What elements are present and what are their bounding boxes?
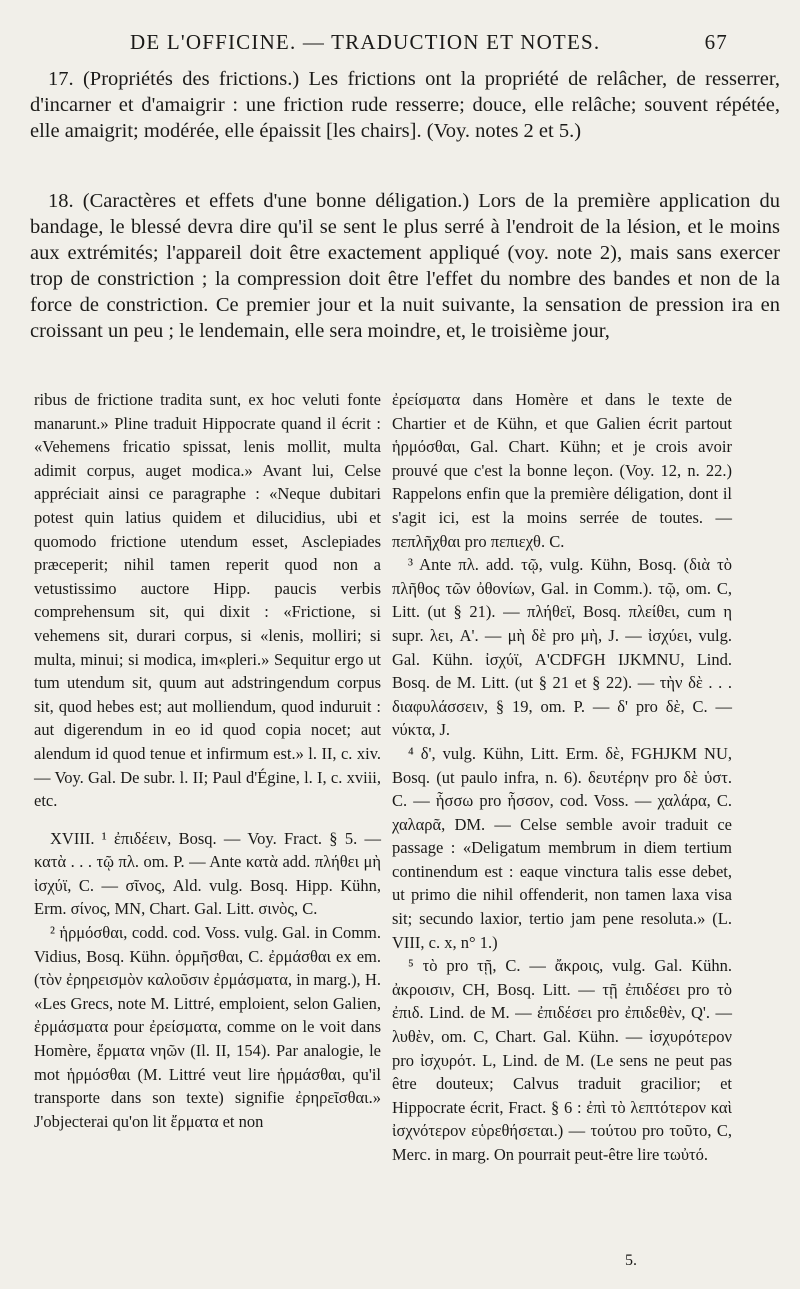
- note-5: ⁵ τὸ pro τῇ, C. — ἄκροις, vulg. Gal. Kühn. ἀκροισιν, CH, Bosq. Litt. — τῇ ἐπιδέσει pro τὸ ἐπιδ. Lind. de M. — ἐπιδέσει pro ἐπιδεθὲν, Q'. — λυθὲν, om. C, Chart. Gal. Kühn. — ἰσχυρότερον pro ἰσχυρότ. L, Lind. de M. (Le sens ne peut pas être douteux; Calvus traduit gracilior; et Hippocrate écrit, Fract. § 6 : ἐπὶ τὸ λεπτότερον καὶ ἰσχνότερον εὑρεθήσεται.) — τούτου pro τοῦτο, C, Merc. in marg. On pourrait peut-être lire τωὐτό.: [392, 956, 732, 1164]
- right-note-continuation: ἐρείσματα dans Homère et dans le texte de Chartier et de Kühn, et que Galien écrit partout ἡρμόσθαι, Gal. Chart. Kühn; et je crois avoir prouvé que c'est la bonne leçon. (Voy. 12, n. 22.) Rappelons enfin que la première déligation, dont il s'agit ici, est la moins serrée de toutes. — πεπλῆχθαι pro πεπιεχθ. C.: [392, 390, 732, 551]
- notes-left-column: [34, 388, 381, 1133]
- page-number: 67: [704, 30, 728, 54]
- paragraph-17: [30, 66, 780, 144]
- paragraph-18: [30, 188, 780, 344]
- note-xviii-1: XVIII. ¹ ἐπιδέειν, Bosq. — Voy. Fract. § 5. — κατὰ . . . τῷ πλ. om. P. — Ante κατὰ add. πλήθει μὴ ἰσχύϊ, C. — σῖνος, Ald. vulg. Bosq. Hipp. Kühn, Erm. σίνος, MN, Chart. Gal. Litt. σινὸς, C.: [34, 828, 381, 919]
- signature-mark: 5.: [625, 1252, 637, 1269]
- paragraph-18-text: 18. (Caractères et effets d'une bonne déligation.) Lors de la première application du bandage, le blessé devra dire qu'il se sent le plus serré à l'endroit de la lésion, et le moins aux extrémités; l'appareil doit être exactement appliqué (voy. note 2), mais sans exercer trop de constriction ; la compression doit être l'effet du nombre des bandes et non de la force de constriction. Ce premier jour et la nuit suivante, la sensation de pression ira en croissant un peu ; le lendemain, elle sera moindre, et, le troisième jour,: [30, 190, 780, 342]
- left-note-continuation: ribus de frictione tradita sunt, ex hoc veluti fonte manarunt.» Pline traduit Hippocrate quand il écrit : «Vehemens fricatio spissat, lenis mollit, multa adimit corpus, auget modica.» Avant lui, Celse appréciait ainsi ce paragraphe : «Neque dubitari potest quin latius quidem et dilucidius, ubi et quomodo frictione utendum esset, Asclepiades præceperit; nihil tamen reperit quod non a vetustissimo auctore Hipp. paucis verbis comprehensum sit, qui dixit : «Frictione, si vehemens sit, durari corpus, si «lenis, molliri; si multa, minui; si modica, im«pleri.» Sequitur ergo ut tum utendum sit, quum aut adstringendum corpus sit, quod hebes est; aut molliendum, quod induruit : aut digerendum in eo id quod copia nocet; aut alendum id quod tenue et infirmum est.» l. II, c. xiv. — Voy. Gal. De subr. l. II; Paul d'Égine, l. I, c. xviii, etc.: [34, 390, 381, 811]
- note-4: ⁴ δ', vulg. Kühn, Litt. Erm. δὲ, FGHJKM NU, Bosq. (ut paulo infra, n. 6). δευτέρην pro δὲ ὑστ. C. — ἧσσω pro ἧσσον, cod. Voss. — χαλάρα, C. χαλαρᾶ, DM. — Celse semble avoir traduit ce passage : «Deligatum membrum in diem tertium continendum est : eaque vinctura talis esse debet, ut primo die nihil offenderit, non tamen laxa visa sit; secundo laxior, tertio jam pene resoluta.» (L. VIII, c. x, n° 1.): [392, 743, 732, 952]
- notes-right-column: [392, 388, 732, 1167]
- header-title: DE L'OFFICINE. — TRADUCTION ET NOTES.: [130, 30, 601, 54]
- note-3: ³ Ante πλ. add. τῷ, vulg. Kühn, Bosq. (διὰ τὸ πλῆθος τῶν ὀθονίων, Gal. in Comm.). τῷ, om. C, Litt. (ut § 21). — πλήθεϊ, Bosq. πλείθει, cum η supr. λει, A'. — μὴ δὲ pro μὴ, J. — ἰσχύει, vulg. Gal. Kühn. ἰσχύϊ, A'CDFGH IJKMNU, Lind. Bosq. de M. Litt. (ut § 21 et § 22). — τὴν δὲ . . . διαφυλάσσειν, § 19, om. P. — δ' pro δὲ, C. — νύκτα, J.: [392, 555, 732, 740]
- running-header: [130, 30, 728, 55]
- paragraph-17-text: 17. (Propriétés des frictions.) Les frictions ont la propriété de relâcher, de resserrer, d'incarner et d'amaigrir : une friction rude resserre; douce, elle relâche; souvent répétée, elle amaigrit; modérée, elle épaissit [les chairs]. (Voy. notes 2 et 5.): [30, 68, 780, 142]
- note-2: ² ἡρμόσθαι, codd. cod. Voss. vulg. Gal. in Comm. Vidius, Bosq. Kühn. ὁρμῆσθαι, C. ἐρμάσθαι ex em. (τὸν ἐρηρεισμὸν καλοῦσιν ἐρμάσματα, in marg.), H. «Les Grecs, note M. Littré, emploient, selon Galien, ἐρμάσματα pour ἐρείσματα, comme on le voit dans Homère, ἔρματα νηῶν (Il. II, 154). Par analogie, le mot ἡρμόσθαι (M. Littré veut lire ἡρμάσθαι, qu'il transporte dans son texte) signifie ἐρηρεῖσθαι.» J'objecterai qu'on lit ἔρματα et non: [34, 923, 381, 1131]
